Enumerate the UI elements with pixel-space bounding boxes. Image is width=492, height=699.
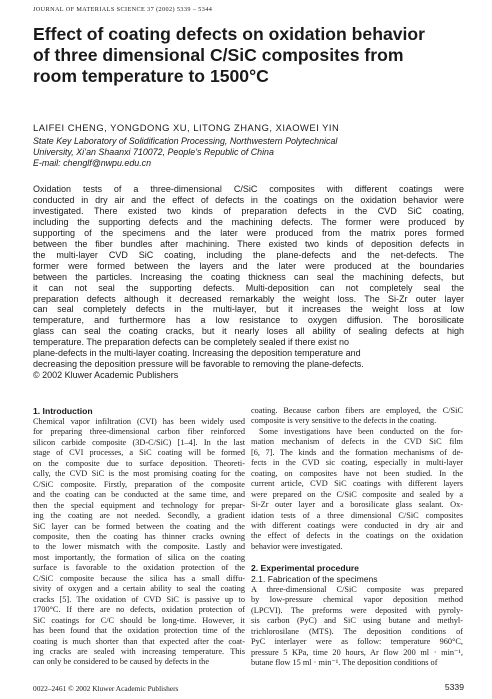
body-line: Si-Zr outer layer and a borosilicate glass sealant. Ox- <box>251 500 463 510</box>
body-line: SiC coatings for C/C should be long-time. However, it <box>33 615 245 625</box>
body-line: were prepared on the C/SiC composite and sealed by a <box>251 489 463 499</box>
body-line: C/SiC composite. Firstly, preparation of the composite <box>33 479 245 489</box>
abstract-line: temperature. The preparation defects can be completely sealed if there exist no <box>33 337 350 348</box>
body-line: behavior were investigated. <box>251 541 343 551</box>
abstract-line: former were formed between the layers and the later were produced at the boundaries <box>33 260 464 271</box>
body-line: surface is favorable to the oxidation protection of the <box>33 563 245 573</box>
body-line: composite is very sensitive to the defects in the coating. <box>251 416 437 426</box>
abstract-line: it can not seal the supporting defects. Multi-deposition can not completely seal the <box>33 282 464 293</box>
body-line: the effect of defects in the coatings on the oxidation <box>251 531 463 541</box>
title-line: of three dimensional C/SiC composites from <box>33 45 404 65</box>
author-list: LAIFEI CHENG, YONGDONG XU, LITONG ZHANG, XIAOWEI YIN <box>33 122 340 133</box>
section-heading-experimental: 2. Experimental procedure <box>251 562 359 573</box>
spacer <box>251 552 463 562</box>
body-line: PyC interlayer were as follow: temperature 960°C, <box>251 637 463 647</box>
body-line: ing the coating are not needed. Secondly, a gradient <box>33 511 245 521</box>
body-line: idation tests of a three dimensional C/SiC composites <box>251 510 463 520</box>
body-line: A three-dimensional C/SiC composite was prepared <box>251 584 463 594</box>
body-line: trichlorosilane (MTS). The deposition conditions of <box>251 626 463 636</box>
body-line: pressure 5 KPa, time 20 hours, Ar flow 200 ml · min⁻¹, <box>251 647 463 657</box>
abstract-line: between the particles. Increasing the coating thickness can seal the machining defects, but <box>33 271 464 282</box>
introduction-body <box>33 417 245 668</box>
body-line: and the coating can be conducted at the same time, and <box>33 490 245 500</box>
left-column <box>33 406 245 668</box>
body-line: has been found that the oxidation protection time of the <box>33 626 245 636</box>
body-line: Some investigations have been conducted on the for- <box>259 426 463 436</box>
body-line: sis carbon (PyC) and SiC using butane and methyl- <box>251 616 463 626</box>
body-line: ing cracks are sealed with increasing temperature. This <box>33 646 245 656</box>
abstract <box>33 184 464 381</box>
email-line: E-mail: chenglf@nwpu.edu.cn <box>33 157 152 168</box>
body-line: on the composite due to surface deposition. Theoreti- <box>33 458 245 468</box>
body-line: [6, 7]. The kinds and the formation mechanisms of de- <box>251 447 463 457</box>
abstract-line: the multi-layer CVD SiC coating, including the plane-defects and the net-defects. The <box>33 249 464 260</box>
abstract-line: © 2002 Kluwer Academic Publishers <box>33 370 179 381</box>
section-heading-introduction: 1. Introduction <box>33 406 93 416</box>
body-line: most importantly, the formation of silica on the coating <box>33 552 245 562</box>
right-column <box>251 406 463 668</box>
footer-copyright: 0022–2461 © 2002 Kluwer Academic Publishers <box>33 684 179 693</box>
body-line: coating, on composites have not been studied. In the <box>251 468 463 478</box>
introduction-continued <box>251 406 463 552</box>
affiliation-line: University, Xi’an Shaanxi 710072, People’s Republic of China <box>33 146 274 157</box>
body-line: silicon carbide composite (3D-C/SiC) [1–4]. In the last <box>33 437 245 447</box>
title-line: room temperature to 1500°C <box>33 66 269 86</box>
body-line: cally, the CVD SiC is the most promising coating for the <box>33 469 245 479</box>
abstract-line: Oxidation tests of a three-dimensional C/SiC composites with different coatings were <box>33 184 464 194</box>
abstract-line: glass can seal the coating cracks, but it nearly loses all ability of sealing defects at high <box>33 326 464 337</box>
body-line: SiC layer can be formed between the coating and the <box>33 521 245 531</box>
title-line: Effect of coating defects on oxidation behavior <box>33 24 425 44</box>
body-line: with different coatings were conducted in dry air and <box>251 520 463 530</box>
body-line: then the special equipment and technology for prepar- <box>33 500 245 510</box>
body-line: for preparing three-dimensional carbon fiber reinforced <box>33 427 245 437</box>
body-line: Chemical vapor infiltration (CVI) has been widely used <box>33 417 245 426</box>
page-number: 5339 <box>444 682 464 692</box>
abstract-line: temperature, and furthermore has a low resistance to oxygen diffusion. The borosilicate <box>33 315 464 326</box>
body-line: mation mechanism of defects in the CVD SiC film <box>251 437 463 447</box>
body-line: can only be considered to be caused by defects in the <box>33 657 210 667</box>
body-line: C/SiC composite because the silica has a small diffu- <box>33 573 245 583</box>
body-line: current article, CVD SiC coatings with different layers <box>251 479 463 489</box>
running-head: JOURNAL OF MATERIALS SCIENCE 37 (2002) 5339 – 5344 <box>33 6 213 13</box>
abstract-line: investigated. There existed two kinds of preparation defects in the CVD SiC coating, <box>33 205 464 216</box>
affiliation-line: State Key Laboratory of Solidification Processing, Northwestern Polytechnical <box>33 136 338 146</box>
abstract-line: between the fiber bundles after machining. There existed two kinds of deposition defects in <box>33 238 464 249</box>
abstract-line: plane-defects in the multi-layer coating. Increasing the deposition temperature and <box>33 348 361 359</box>
body-line: sivity of oxygen and a certain ability to seal the coating <box>33 584 245 594</box>
abstract-line: can seal completely defects in the multi-layer, but it increases the weight loss at low <box>33 304 464 315</box>
body-line: fects in the CVD sic coating, especially in multi-layer <box>251 458 463 468</box>
body-line: coating is much shorter than that expected after the coat- <box>33 636 245 646</box>
abstract-line: preparation defects although it decreased remarkably the weight loss. The Si-Zr outer layer <box>33 293 464 304</box>
body-line: cracks [5]. The oxidation of CVD SiC is passive up to <box>33 594 245 604</box>
body-line: coating. Because carbon fibers are employed, the C/SiC <box>251 406 463 415</box>
body-line: stage of CVI processes, a SiC coating will be formed <box>33 448 245 458</box>
body-line: butane flow 15 ml · min⁻¹. The deposition conditions of <box>251 657 438 667</box>
subsection-heading-fabrication: 2.1. Fabrication of the specimens <box>251 573 378 584</box>
abstract-line: including the supporting defects and the machining defects. The former were produced by <box>33 216 464 227</box>
abstract-line: conducted in dry air and the effect of defects in the coatings on the oxidation behavior were <box>33 194 464 205</box>
body-line: to the lower mismatch with the composite. Lastly and <box>33 542 245 552</box>
abstract-line: supporting of the specimens and the later were produced from the matrix pores formed <box>33 227 464 238</box>
affiliation <box>33 136 463 169</box>
article-title <box>33 24 463 87</box>
body-line: (LPCVI). The preforms were deposited with pyroly- <box>251 605 463 615</box>
abstract-line: decreasing the deposition pressure will be favorable to removing the plane-defects. <box>33 359 364 370</box>
body-line: 1700°C. If there are no defects, oxidation protection of <box>33 605 245 615</box>
body-line: composite, then the coating has thinner cracks owning <box>33 531 245 541</box>
body-line: by low-pressure chemical vapor deposition method <box>251 595 463 605</box>
fabrication-body <box>251 585 463 669</box>
